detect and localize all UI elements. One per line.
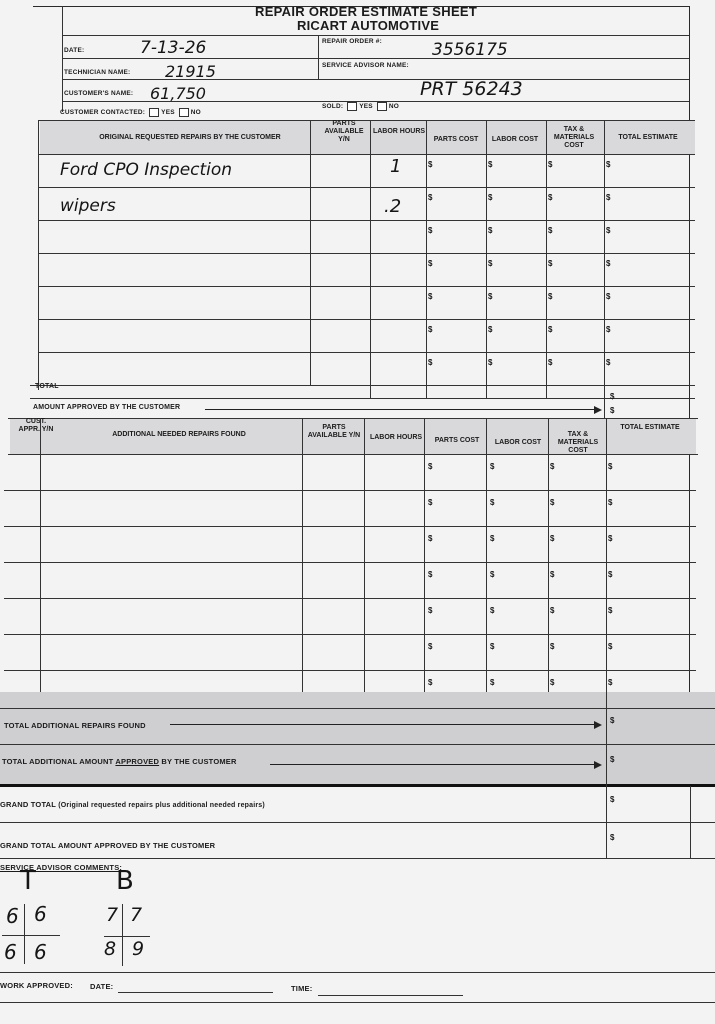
- stock-value[interactable]: PRT 56243: [420, 78, 523, 100]
- table2-col-tax: TAX & MATERIALS COST: [557, 431, 599, 454]
- table1-dollar-sign[interactable]: $: [488, 259, 493, 268]
- total-additional-dollar: $: [610, 716, 615, 725]
- table2-dollar-sign[interactable]: $: [608, 678, 613, 687]
- table2-dollar-sign[interactable]: $: [428, 462, 433, 471]
- grand-total-label: GRAND TOTAL (Original requested repairs plus additional needed repairs): [0, 800, 265, 809]
- service-advisor-comments-label: SERVICE ADVISOR COMMENTS:: [0, 863, 123, 872]
- table1-col-labor-cost: LABOR COST: [491, 136, 539, 143]
- table1-dollar-sign[interactable]: $: [428, 160, 433, 169]
- table1-dollar-sign[interactable]: $: [548, 325, 553, 334]
- table1-col-tax: TAX & MATERIALS COST: [553, 126, 595, 149]
- table1-row1-repair[interactable]: Ford CPO Inspection: [60, 160, 233, 180]
- grand-total-approved-dollar: $: [610, 833, 615, 842]
- table2-col-labor-cost: LABOR COST: [494, 439, 542, 446]
- table2-dollar-sign[interactable]: $: [550, 570, 555, 579]
- dealer-name: RICART AUTOMOTIVE: [297, 18, 440, 33]
- tire-lf[interactable]: 6: [6, 904, 19, 928]
- total-additional-arrow: [170, 724, 600, 725]
- table1-dollar-sign[interactable]: $: [488, 292, 493, 301]
- brake-rr[interactable]: 9: [132, 938, 145, 960]
- amount-approved-label: AMOUNT APPROVED BY THE CUSTOMER: [33, 404, 181, 411]
- brake-rf[interactable]: 7: [130, 904, 143, 926]
- table2-col-cust-appr: CUST. APPR. Y/N: [18, 418, 54, 433]
- total-additional-approved-dollar: $: [610, 755, 615, 764]
- table2-dollar-sign[interactable]: $: [550, 606, 555, 615]
- total-additional-repairs-label: TOTAL ADDITIONAL REPAIRS FOUND: [4, 721, 146, 730]
- table2-row: [4, 526, 696, 527]
- sold-no-checkbox[interactable]: [377, 102, 387, 111]
- table1-col-parts-cost: PARTS COST: [433, 136, 479, 143]
- customer-label: CUSTOMER'S NAME:: [64, 90, 134, 97]
- table1-total-label: TOTAL: [35, 383, 59, 390]
- table1-dollar-sign[interactable]: $: [488, 358, 493, 367]
- table2-col-labor-hours: LABOR HOURS: [369, 434, 423, 441]
- table1-dollar-sign[interactable]: $: [548, 226, 553, 235]
- table1-dollar-sign[interactable]: $: [548, 193, 553, 202]
- table2-dollar-sign[interactable]: $: [608, 642, 613, 651]
- table1-dollar-sign[interactable]: $: [428, 226, 433, 235]
- table2-col-parts-cost: PARTS COST: [434, 437, 480, 444]
- table2-dollar-sign[interactable]: $: [550, 678, 555, 687]
- table2-dollar-sign[interactable]: $: [550, 462, 555, 471]
- total-additional-approved-label: TOTAL ADDITIONAL AMOUNT APPROVED BY THE CUSTOMER: [2, 757, 237, 766]
- table2-col-parts-available: PARTS AVAILABLE Y/N: [307, 424, 361, 439]
- table2-dollar-sign[interactable]: $: [490, 642, 495, 651]
- table1-row: [38, 220, 695, 221]
- table2-dollar-sign[interactable]: $: [428, 642, 433, 651]
- table2-dollar-sign[interactable]: $: [608, 534, 613, 543]
- table1-dollar-sign[interactable]: $: [606, 160, 611, 169]
- table2-row: [4, 562, 696, 563]
- table1-row2-hours[interactable]: .2: [384, 196, 402, 217]
- sold-label: SOLD: YES NO: [322, 103, 399, 111]
- table2-dollar-sign[interactable]: $: [428, 534, 433, 543]
- table2-dollar-sign[interactable]: $: [490, 606, 495, 615]
- table1-dollar-sign[interactable]: $: [428, 292, 433, 301]
- tire-lr[interactable]: 6: [4, 940, 17, 964]
- table1-row: [38, 352, 695, 353]
- table1-dollar-sign[interactable]: $: [606, 292, 611, 301]
- grand-total-dollar: $: [610, 795, 615, 804]
- table1-row: [38, 286, 695, 287]
- table2-dollar-sign[interactable]: $: [428, 606, 433, 615]
- summary-band: [0, 692, 715, 786]
- brake-lf[interactable]: 7: [106, 904, 119, 926]
- sold-yes-checkbox[interactable]: [347, 102, 357, 111]
- table2-dollar-sign[interactable]: $: [550, 498, 555, 507]
- service-advisor-label: SERVICE ADVISOR NAME:: [322, 62, 409, 69]
- table2-dollar-sign[interactable]: $: [608, 570, 613, 579]
- table1-row2-repair[interactable]: wipers: [60, 196, 116, 216]
- table1-dollar-sign[interactable]: $: [548, 292, 553, 301]
- table1-row: [38, 319, 695, 320]
- table1-dollar-sign[interactable]: $: [488, 193, 493, 202]
- contacted-yes-checkbox[interactable]: [149, 108, 159, 117]
- table2-dollar-sign[interactable]: $: [608, 462, 613, 471]
- table1-dollar-sign[interactable]: $: [606, 325, 611, 334]
- table2-row: [4, 634, 696, 635]
- table2-dollar-sign[interactable]: $: [608, 498, 613, 507]
- table1-col-total: TOTAL ESTIMATE: [618, 134, 678, 141]
- table2-dollar-sign[interactable]: $: [428, 570, 433, 579]
- table1-dollar-sign[interactable]: $: [428, 193, 433, 202]
- amount-approved-arrow: [205, 409, 600, 410]
- table1-col-parts-available: PARTS AVAILABLE Y/N: [324, 120, 364, 143]
- table2-dollar-sign[interactable]: $: [490, 534, 495, 543]
- table2-dollar-sign[interactable]: $: [490, 462, 495, 471]
- table1-dollar-sign[interactable]: $: [488, 325, 493, 334]
- table2-row: [4, 598, 696, 599]
- table1-dollar-sign[interactable]: $: [548, 160, 553, 169]
- table2-dollar-sign[interactable]: $: [490, 498, 495, 507]
- table1-dollar-sign[interactable]: $: [488, 226, 493, 235]
- tire-rf[interactable]: 6: [34, 902, 47, 926]
- repair-order-value[interactable]: 3556175: [432, 40, 508, 60]
- table1-dollar-sign[interactable]: $: [548, 358, 553, 367]
- date-value[interactable]: 7-13-26: [140, 38, 207, 58]
- form-title: REPAIR ORDER ESTIMATE SHEET: [255, 4, 478, 19]
- table1-row1-hours[interactable]: 1: [390, 156, 402, 177]
- amount-approved-dollar: $: [610, 406, 615, 415]
- customer-contacted-label: CUSTOMER CONTACTED: YES NO: [60, 109, 201, 117]
- table2-dollar-sign[interactable]: $: [550, 642, 555, 651]
- table2-row: [4, 490, 696, 491]
- table2-col-total: TOTAL ESTIMATE: [620, 424, 680, 431]
- date-label: DATE:: [64, 47, 85, 54]
- table1-dollar-sign[interactable]: $: [606, 226, 611, 235]
- table2-dollar-sign[interactable]: $: [490, 678, 495, 687]
- table1-dollar-sign[interactable]: $: [548, 259, 553, 268]
- table1-dollar-sign[interactable]: $: [428, 259, 433, 268]
- footer-date-label: DATE:: [90, 982, 114, 991]
- table2-dollar-sign[interactable]: $: [428, 678, 433, 687]
- table1-dollar-sign[interactable]: $: [606, 259, 611, 268]
- table1-col-repairs: ORIGINAL REQUESTED REPAIRS BY THE CUSTOMER: [99, 134, 281, 141]
- footer-time-label: TIME:: [291, 984, 313, 993]
- table1-dollar-sign[interactable]: $: [428, 325, 433, 334]
- table2-dollar-sign[interactable]: $: [550, 534, 555, 543]
- repair-order-label: REPAIR ORDER #:: [322, 38, 382, 45]
- comment-b-letter[interactable]: B: [116, 866, 134, 896]
- tire-rr[interactable]: 6: [34, 940, 47, 964]
- table1-row: [38, 253, 695, 254]
- footer-date-line[interactable]: [118, 992, 273, 993]
- table1-row: [38, 187, 695, 188]
- table1-total-dollar: $: [610, 392, 615, 401]
- footer-time-line[interactable]: [318, 995, 463, 996]
- table1-dollar-sign[interactable]: $: [606, 358, 611, 367]
- customer-value[interactable]: 61,750: [150, 84, 206, 103]
- table2-row: [4, 670, 696, 671]
- table1-dollar-sign[interactable]: $: [428, 358, 433, 367]
- table2-col-repairs: ADDITIONAL NEEDED REPAIRS FOUND: [112, 431, 246, 438]
- table2-dollar-sign[interactable]: $: [428, 498, 433, 507]
- technician-value[interactable]: 21915: [165, 62, 216, 81]
- brake-lr[interactable]: 8: [104, 938, 117, 960]
- table1-col-labor-hours: LABOR HOURS: [372, 128, 426, 135]
- total-additional-approved-arrow: [270, 764, 600, 765]
- table2-dollar-sign[interactable]: $: [608, 606, 613, 615]
- comment-t-letter[interactable]: T: [20, 866, 36, 896]
- grand-total-approved-label: GRAND TOTAL AMOUNT APPROVED BY THE CUSTOMER: [0, 841, 216, 850]
- technician-label: TECHNICIAN NAME:: [64, 69, 131, 76]
- work-approved-label: WORK APPROVED:: [0, 981, 73, 990]
- table2-dollar-sign[interactable]: $: [490, 570, 495, 579]
- table1-dollar-sign[interactable]: $: [606, 193, 611, 202]
- contacted-no-checkbox[interactable]: [179, 108, 189, 117]
- table1-dollar-sign[interactable]: $: [488, 160, 493, 169]
